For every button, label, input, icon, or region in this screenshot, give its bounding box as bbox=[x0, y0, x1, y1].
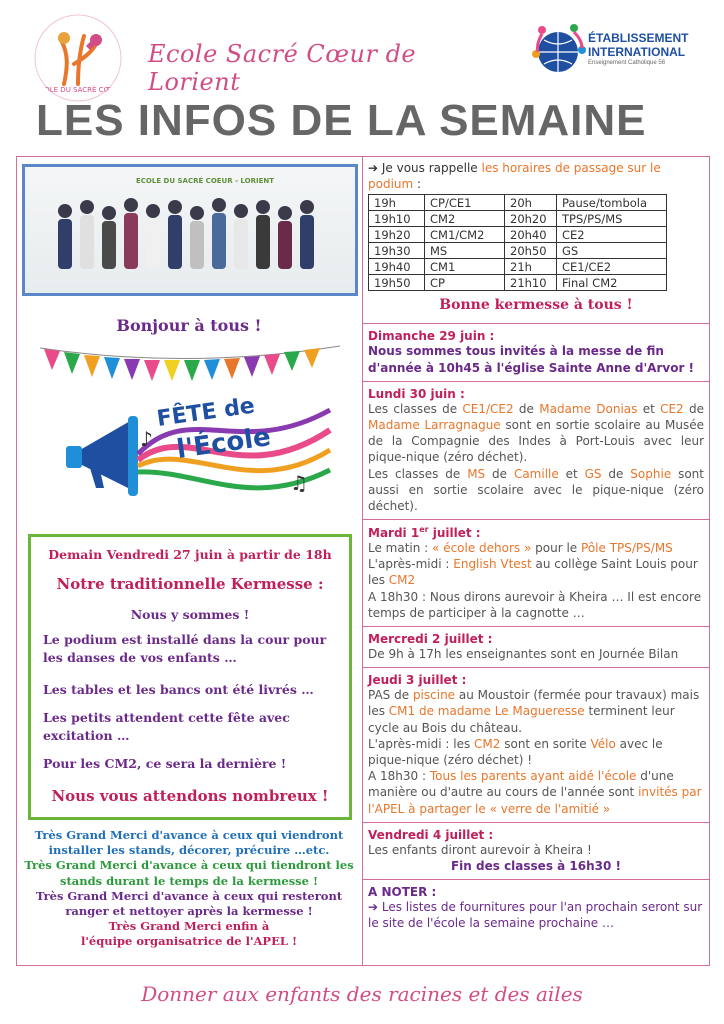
schedule-row bbox=[369, 211, 667, 227]
text: avec le pique-nique (zéro déchet) ! bbox=[368, 736, 663, 767]
day-text bbox=[368, 401, 704, 514]
schedule-cell: CP bbox=[425, 275, 505, 291]
highlight: Vélo bbox=[590, 736, 616, 751]
schedule-cell: CE1/CE2 bbox=[557, 259, 667, 275]
text: de bbox=[601, 466, 631, 481]
day-title: Mercredi 2 juillet : bbox=[368, 632, 493, 646]
text: Les classes de bbox=[368, 401, 463, 416]
logo-line-2: INTERNATIONAL bbox=[588, 44, 686, 59]
day-title: Vendredi 4 juillet : bbox=[368, 827, 494, 842]
schedule-intro bbox=[368, 160, 704, 192]
svg-text:♪: ♪ bbox=[140, 427, 153, 451]
schedule-row bbox=[369, 275, 667, 291]
text: au Moustoir (fermée pour travaux) mais les bbox=[368, 688, 700, 719]
highlight: Pôle TPS/PS/MS bbox=[581, 541, 673, 556]
schedule-cell: 19h50 bbox=[369, 275, 425, 291]
highlight: « école dehors » bbox=[432, 541, 532, 556]
separator bbox=[362, 323, 710, 324]
fete-illustration bbox=[40, 340, 340, 516]
day-text: Nous sommes tous invités à la messe de fin d'année à 10h45 à l'église Sainte Anne d'Arvor ! bbox=[368, 344, 695, 375]
schedule-cell: CE2 bbox=[557, 227, 667, 243]
schedule-cell: CM2 bbox=[425, 211, 505, 227]
text: de bbox=[683, 401, 704, 416]
highlight: MS bbox=[467, 466, 486, 481]
svg-text:♫: ♫ bbox=[290, 471, 308, 495]
day-title: Mardi 1er juillet : bbox=[368, 525, 481, 541]
bonne-kermesse: Bonne kermesse à tous ! bbox=[439, 297, 633, 314]
note-text: ➔ Les listes de fournitures pour l'an prochain seront sur le site de l'école la semaine prochaine … bbox=[368, 900, 703, 931]
thanks-line: Très Grand Merci enfin à bbox=[108, 919, 270, 934]
schedule-row bbox=[369, 195, 667, 211]
schedule-cell: 19h40 bbox=[369, 259, 425, 275]
text: Les classes de bbox=[368, 466, 468, 481]
highlight: Tous les parents ayant aidé l'école bbox=[429, 769, 637, 784]
schedule-cell: Pause/tombola bbox=[557, 195, 667, 211]
kermesse-paragraph: Les petits attendent cette fête avec excitation … bbox=[43, 710, 290, 744]
schedule-cell: 20h50 bbox=[505, 243, 557, 259]
day-text bbox=[368, 687, 704, 817]
kermesse-box bbox=[28, 534, 352, 820]
footer-motto: Donner aux enfants des racines et des ailes bbox=[141, 982, 583, 1006]
text: sont aussi en sortie scolaire avec le pique-nique (zéro déchet). bbox=[368, 466, 704, 513]
fete-title-2: l'École bbox=[174, 422, 273, 465]
text: au collège Saint Louis pour les bbox=[368, 557, 698, 588]
kermesse-paragraph: Le podium est installé dans la cour pour les danses de vos enfants … bbox=[43, 632, 327, 666]
end-of-classes: Fin des classes à 16h30 ! bbox=[450, 858, 621, 873]
schedule-table bbox=[368, 194, 667, 291]
photo-caption: ECOLE DU SACRÉ COEUR - LORIENT bbox=[136, 177, 274, 185]
note-title: A NOTER : bbox=[368, 885, 437, 900]
thanks-line: l'équipe organisatrice de l'APEL ! bbox=[80, 934, 297, 949]
separator bbox=[362, 381, 710, 382]
text: A 18h30 : bbox=[368, 769, 430, 784]
text: sont en sorite bbox=[500, 736, 591, 751]
schedule-cell: 19h30 bbox=[369, 243, 425, 259]
schedule-cell: 20h40 bbox=[505, 227, 557, 243]
highlight: English Vtest bbox=[453, 557, 532, 572]
schedule-cell: 19h bbox=[369, 195, 425, 211]
schedule-cell: 20h20 bbox=[505, 211, 557, 227]
thanks-line: Très Grand Merci d'avance à ceux qui tiendront les stands durant le temps de la kermesse ! bbox=[24, 858, 354, 888]
logo-line-1: ÉTABLISSEMENT bbox=[588, 31, 689, 45]
schedule-cell: Final CM2 bbox=[557, 275, 667, 291]
megaphone-icon bbox=[66, 416, 138, 496]
day-text: Les enfants diront aurevoir à Kheira ! bbox=[368, 842, 592, 857]
schedule-row bbox=[369, 259, 667, 275]
highlight: Sophie bbox=[630, 466, 672, 481]
column-divider bbox=[362, 156, 363, 966]
highlight: invités par l'APEL à partager le « verre de l'amitié » bbox=[368, 785, 702, 816]
international-logo bbox=[530, 20, 700, 84]
school-logo bbox=[34, 14, 122, 102]
kermesse-date: Demain Vendredi 27 juin à partir de 18h bbox=[48, 547, 332, 562]
globe-icon bbox=[530, 20, 586, 80]
text: d'une manière ou d'autre au cours de l'année sont bbox=[368, 769, 674, 800]
kermesse-paragraph: Pour les CM2, ce sera la dernière ! bbox=[43, 756, 287, 771]
text: de bbox=[485, 466, 514, 481]
separator bbox=[362, 519, 710, 520]
logo-text: ECOLE DU SACRÉ CŒUR bbox=[34, 86, 122, 94]
text: terminent leur cycle au Bois du château. bbox=[368, 704, 675, 735]
schedule-cell: CP/CE1 bbox=[425, 195, 505, 211]
text: pour le bbox=[531, 541, 582, 556]
schedule-cell: GS bbox=[557, 243, 667, 259]
day-text: De 9h à 17h les enseignantes sont en Journée Bilan bbox=[368, 647, 679, 661]
text: A 18h30 : Nous dirons aurevoir à Kheira … Il est encore temps de participer à la cagnotte … bbox=[368, 589, 702, 620]
text: L'après-midi : bbox=[368, 557, 454, 572]
logo-line-3: Enseignement Catholique 56 bbox=[588, 59, 666, 66]
highlight: CM2 bbox=[388, 573, 416, 588]
text: L'après-midi : les bbox=[368, 736, 475, 751]
highlight: CE1/CE2 bbox=[462, 401, 514, 416]
text: sont en sortie scolaire au Musée de la Compagnie des Indes à Port-Louis avec leur pique-nique (zéro déchet). bbox=[368, 417, 705, 465]
text: : bbox=[413, 177, 422, 192]
schedule-cell: 21h10 bbox=[505, 275, 557, 291]
separator bbox=[362, 879, 710, 880]
highlight: CM2 bbox=[474, 736, 501, 751]
highlight: piscine bbox=[412, 688, 456, 703]
kermesse-paragraph: Les tables et les bancs ont été livrés … bbox=[43, 682, 314, 697]
schedule-row bbox=[369, 227, 667, 243]
thanks-section bbox=[22, 828, 356, 949]
highlight: les horaires de passage sur le podium bbox=[368, 161, 661, 192]
kermesse-heading: Notre traditionnelle Kermesse : bbox=[56, 575, 324, 593]
schedule-cell: 20h bbox=[505, 195, 557, 211]
class-photo bbox=[22, 164, 358, 296]
text: PAS de bbox=[368, 688, 413, 703]
separator bbox=[362, 822, 710, 823]
text: Le matin : bbox=[368, 541, 433, 556]
page-title: LES INFOS DE LA SEMAINE bbox=[36, 96, 647, 145]
separator bbox=[362, 626, 710, 627]
kermesse-closing: Nous vous attendons nombreux ! bbox=[51, 787, 329, 805]
text: et bbox=[637, 401, 661, 416]
highlight: CE2 bbox=[660, 401, 684, 416]
schedule-row bbox=[369, 243, 667, 259]
text: de bbox=[513, 401, 540, 416]
thanks-line: Très Grand Merci d'avance à ceux qui resteront ranger et nettoyer après la kermesse ! bbox=[35, 888, 343, 918]
kermesse-line: Nous y sommes ! bbox=[130, 607, 250, 622]
schedule-cell: CM1/CM2 bbox=[425, 227, 505, 243]
day-title: Lundi 30 juin : bbox=[368, 386, 465, 401]
text: et bbox=[558, 466, 585, 481]
right-column bbox=[368, 160, 704, 931]
schedule-cell: 21h bbox=[505, 259, 557, 275]
highlight: CM1 de madame Le Magueresse bbox=[388, 704, 585, 719]
thanks-line: Très Grand Merci d'avance à ceux qui viendront installer les stands, décorer, précuire …etc. bbox=[34, 828, 344, 858]
schedule-cell: 19h10 bbox=[369, 211, 425, 227]
highlight: Madame Donias bbox=[539, 401, 638, 416]
schedule-cell: MS bbox=[425, 243, 505, 259]
greeting: Bonjour à tous ! bbox=[116, 316, 262, 335]
group-photo-image bbox=[25, 167, 355, 293]
text: ➔ Je vous rappelle bbox=[368, 161, 482, 175]
separator bbox=[362, 667, 710, 668]
header bbox=[0, 0, 724, 160]
schedule-cell: CM1 bbox=[425, 259, 505, 275]
schedule-cell: 19h20 bbox=[369, 227, 425, 243]
highlight: GS bbox=[584, 466, 602, 481]
day-title: Jeudi 3 juillet : bbox=[368, 673, 467, 688]
day-title: Dimanche 29 juin : bbox=[368, 329, 495, 344]
day-text bbox=[368, 540, 704, 621]
highlight: Camille bbox=[513, 466, 559, 481]
highlight: Madame Larragnague bbox=[368, 417, 501, 432]
school-name: Ecole Sacré Cœur de Lorient bbox=[148, 40, 417, 96]
fete-title-1: FÊTE de bbox=[155, 393, 257, 432]
schedule-cell: TPS/PS/MS bbox=[557, 211, 667, 227]
